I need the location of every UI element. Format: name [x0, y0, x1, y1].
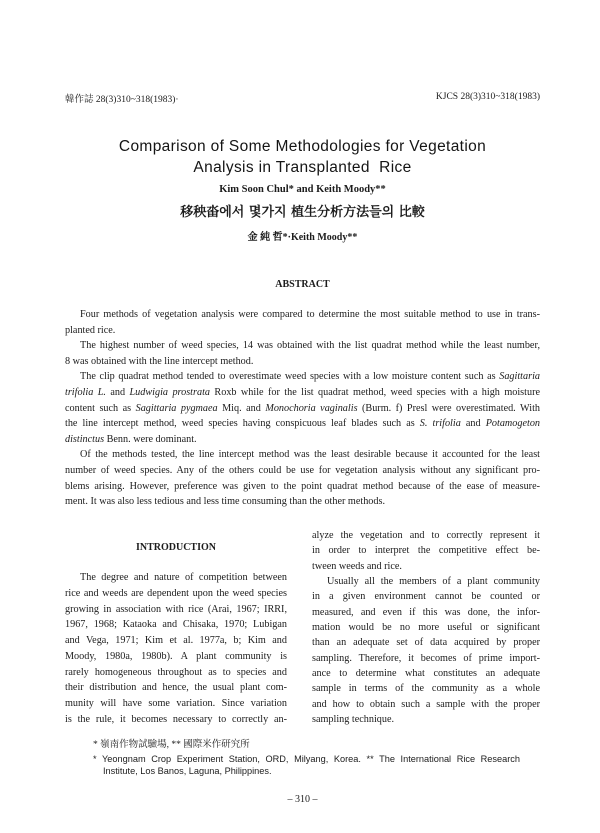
body-paragraph-continued — [312, 528, 540, 574]
right-column — [312, 528, 540, 727]
abstract-body — [65, 307, 540, 510]
paper-title — [65, 137, 540, 178]
text-line: sampling technique. — [312, 714, 395, 726]
text-line: The highest number of weed species, 14 was obtained with the list quadrat method while the least number, — [80, 340, 540, 352]
text-line: sampling. Therefore, it becomes of prime import- — [312, 652, 540, 664]
text-line: munity will have some variation. Since variation — [65, 698, 287, 709]
korean-title: 移秧畓에서 몇가지 植生分析方法들의 比較 — [180, 205, 425, 220]
body-paragraph — [312, 574, 540, 727]
italic-term: distinctus — [65, 433, 105, 445]
text-line: rarely homogeneous throughout as to species and — [65, 666, 287, 678]
text-segment: Benn. were dominant. — [104, 433, 197, 445]
text-line: 8 was obtained with the line intercept method. — [65, 355, 254, 367]
text-line — [65, 401, 540, 417]
paper-title-line: Comparison of Some Methodologies for Vegetation — [118, 138, 487, 155]
italic-term: S. trifolia — [419, 418, 461, 430]
abstract-paragraph — [65, 369, 540, 447]
text-line: in a given environment cannot be counted or — [312, 591, 540, 603]
text-line: alyze the vegetation and to correctly represent it — [312, 530, 540, 541]
text-segment: Miq. and — [217, 402, 266, 414]
text-line — [65, 416, 540, 432]
text-line: Moody, 1980a, 1980b). A plant community is — [65, 650, 287, 662]
text-line: mation would be no more useful or significant — [312, 622, 540, 634]
text-segment: and — [460, 418, 486, 430]
italic-term: Sagittaria — [499, 371, 540, 383]
text-segment: and — [105, 386, 130, 398]
text-line — [65, 432, 540, 448]
italic-term: trifolia L. — [65, 386, 106, 398]
italic-term: Ludwigia prostrata — [129, 386, 210, 398]
text-line: and Vega, 1971; Kim et al. 1977a, b; Kim and — [65, 635, 287, 646]
abstract-paragraph — [65, 447, 540, 509]
footnote-english — [93, 753, 520, 777]
text-line: The degree and nature of competition between — [80, 572, 287, 583]
italic-term: Potamogeton — [485, 418, 541, 430]
text-line: ment. It was also less tedious and less time consuming than the other methods. — [65, 496, 386, 508]
text-line: tween weeds and rice. — [312, 560, 402, 572]
abstract-paragraph — [65, 338, 540, 369]
text-line: and how to obtain such a sample with the proper — [312, 698, 540, 710]
footnote-english-text — [93, 753, 520, 777]
text-segment: (Burm. f) Presl were overestimated. With — [357, 402, 540, 414]
text-line: measured, and even if this was done, the infor- — [312, 606, 540, 618]
text-line: * Yeongnam Crop Experiment Station, ORD, Milyang, Korea. ** The International Rice Research — [93, 754, 520, 764]
body-paragraph — [65, 570, 287, 728]
author-names: Kim Soon Chul* and Keith Moody** — [219, 184, 386, 195]
text-line: than an adequate set of data acquired by proper — [312, 637, 540, 649]
italic-term: Sagittaria pygmaea — [135, 402, 218, 414]
italic-term: Monochoria vaginalis — [265, 402, 358, 414]
text-line: sample in terms of the community as a whole — [312, 683, 540, 695]
page-number: – 310 – — [287, 794, 318, 805]
text-line: their distribution and hence, the usual plant com- — [65, 682, 287, 694]
footnote-korean: * 嶺南作物試驗場, ** 國際米作研究所 — [93, 740, 250, 750]
text-line: ance to determine what constitutes an adequate — [312, 668, 540, 680]
paper-title-line: Analysis in Transplanted Rice — [193, 158, 412, 176]
korean-author-names: 金 純 哲*·Keith Moody** — [247, 232, 358, 243]
text-line: planted rice. — [65, 324, 116, 336]
text-line: growing in association with rice (Arai, 1967; IRRI, — [65, 603, 287, 615]
abstract-heading: ABSTRACT — [275, 279, 330, 290]
running-header-left: 韓作誌 28(3)310~318(1983)· — [65, 95, 179, 105]
text-line — [65, 369, 540, 385]
text-line: number of weed species. Any of the others could be use for vegetation analysis without any significant pro- — [65, 464, 540, 476]
section-heading-introduction: INTRODUCTION — [135, 542, 216, 553]
text-line — [65, 385, 540, 401]
text-line: 1967, 1968; Kataoka and Chisaka, 1970; Lubigan — [65, 619, 287, 631]
text-line: Institute, Los Banos, Laguna, Philippines. — [103, 766, 272, 776]
running-header-right: KJCS 28(3)310~318(1983) — [435, 92, 540, 102]
text-line: Of the methods tested, the line intercept method was the least desirable because it accounted for the least — [80, 449, 540, 461]
text-segment: The clip quadrat method tended to overestimate weed species with a low moisture content such as — [80, 371, 500, 383]
text-line: rice and weeds are dependent upon the weed species — [65, 587, 287, 599]
text-line: blems arising. However, preference was given to the point quadrat method because of the ease of measure- — [65, 480, 540, 492]
text-line: Usually all the members of a plant community — [327, 576, 540, 588]
text-line: in order to interpret the competitive effect be- — [312, 545, 540, 557]
text-segment: the line intercept method, weed species having conspicuous leaf blades such as — [65, 418, 420, 430]
text-line: is the rule, it becomes necessary to correctly an- — [65, 713, 287, 725]
left-column — [65, 570, 287, 728]
text-segment: content such as — [65, 402, 136, 414]
text-line: Four methods of vegetation analysis were compared to determine the most suitable method to use in trans- — [80, 309, 540, 320]
abstract-paragraph — [65, 307, 540, 338]
text-segment: Roxb while for the list quadrat method, weed species with a high moisture — [210, 386, 540, 398]
